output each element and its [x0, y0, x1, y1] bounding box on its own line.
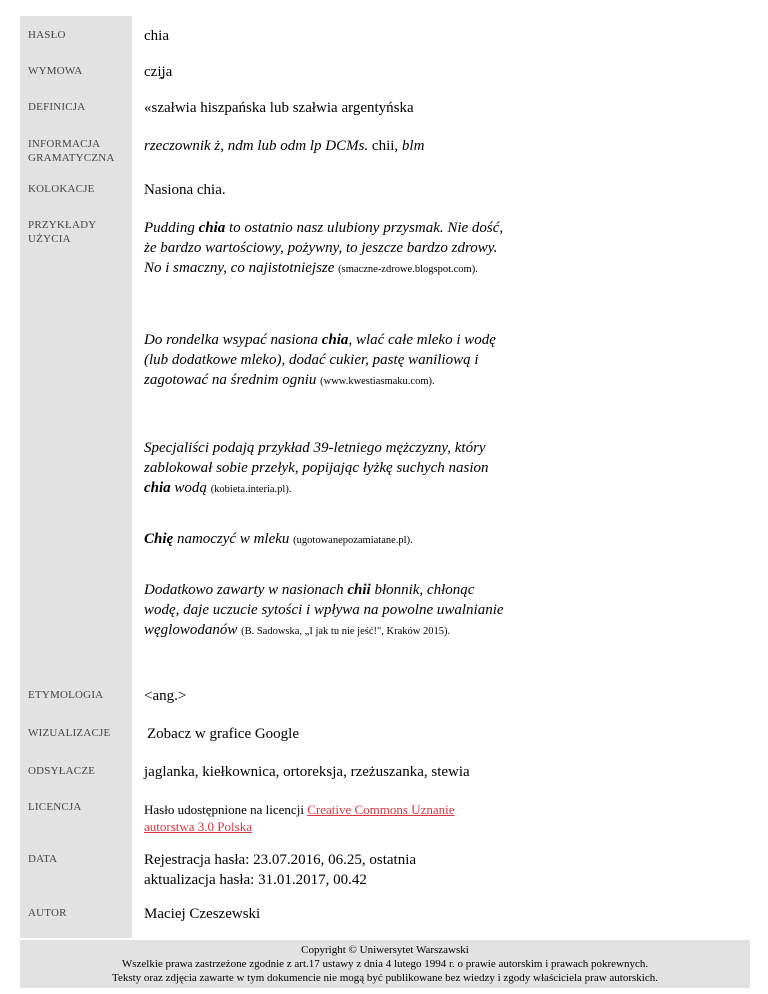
label-autor: AUTOR — [28, 907, 67, 919]
example-source: (smaczne-zdrowe.blogspot.com). — [338, 264, 478, 275]
headword-highlight: chii — [347, 582, 371, 598]
headword-highlight: chia — [198, 220, 226, 236]
grammar-info-forms: chii, — [368, 138, 402, 154]
google-images-link[interactable]: Zobacz w grafice Google — [147, 726, 300, 742]
label-odsylacze: ODSYŁACZE — [28, 765, 96, 777]
example-3: Specjaliści podają przykład 39-letniego mężczyzny, który zablokował sobie przełyk, popijając łyżkę suchych nasion chia wodą (kobieta.interia.pl). — [144, 440, 489, 496]
etymology: <ang.> — [144, 688, 187, 704]
label-etymologia: ETYMOLOGIA — [28, 689, 104, 701]
example-source: (B. Sadowska, „I jak tu nie jeść!", Kraków 2015). — [241, 626, 451, 637]
definition: «szałwia hiszpańska lub szałwia argentyńska — [144, 100, 414, 116]
footer-copyright: Copyright © Uniwersytet Warszawski — [301, 944, 469, 956]
label-definicja: DEFINICJA — [28, 101, 86, 113]
label-data: DATA — [28, 853, 58, 865]
example-source: (kobieta.interia.pl). — [210, 484, 292, 495]
label-przyklady: PRZYKŁADY UŻYCIA — [28, 219, 97, 245]
headword-highlight: Chię — [144, 531, 174, 547]
example-source: (www.kwestiasmaku.com). — [320, 376, 435, 387]
label-kolokacje: KOLOKACJE — [28, 183, 95, 195]
headword-highlight: chia — [144, 480, 171, 496]
copyright-footer — [20, 940, 750, 988]
example-5: Dodatkowo zawarty w nasionach chii błonnik, chłonąc wodę, daje uczucie sytości i wpływa na powolne uwalnianie węglowodanów (B. Sadowska, „I jak tu nie jeść!", Kraków 2015). — [144, 582, 504, 638]
label-informacja: INFORMACJA GRAMATYCZNA — [28, 138, 115, 164]
label-licencja: LICENCJA — [28, 801, 82, 813]
entry-dates: Rejestracja hasła: 23.07.2016, 06.25, ostatnia aktualizacja hasła: 31.01.2017, 00.42 — [144, 852, 417, 888]
license-text: Hasło udostępnione na licencji Creative Commons Uznanie autorstwa 3.0 Polska — [144, 802, 455, 834]
example-4: Chię namoczyć w mleku (ugotowanepozamiatane.pl). — [144, 531, 413, 547]
label-haslo: HASŁO — [28, 29, 66, 41]
grammar-info-italic: rzeczownik ż, ndm lub odm lp DCMs. — [144, 138, 369, 154]
headword: chia — [144, 28, 169, 44]
footer-rights: Wszelkie prawa zastrzeżone zgodnie z art.17 ustawy z dnia 4 lutego 1994 r. o prawie autorskim i prawach pokrewnych. — [121, 958, 649, 970]
label-wymowa: WYMOWA — [28, 65, 83, 77]
license-link[interactable]: Creative Commons Uznanie autorstwa 3.0 Polska — [144, 802, 455, 834]
pronunciation: czi̯ja — [144, 64, 173, 80]
grammar-info — [144, 136, 564, 156]
collocations: Nasiona chia. — [144, 182, 226, 198]
label-wizualizacje: WIZUALIZACJE — [28, 727, 111, 739]
cross-references: jaglanka, kiełkownica, ortoreksja, rzeżuszanka, stewia — [144, 764, 470, 780]
footer-notice: Teksty oraz zdjęcia zawarte w tym dokumencie nie mogą być publikowane bez wiedzy i zgody właściciela praw autorskich. — [112, 972, 658, 984]
headword-highlight: chia — [321, 332, 349, 348]
example-2: Do rondelka wsypać nasiona chia, wlać całe mleko i wodę (lub dodatkowe mleko), dodać cukier, pastę waniliową i zagotować na średnim ogniu (www.kwestiasmaku.com). — [144, 332, 496, 388]
author: Maciej Czeszewski — [144, 906, 261, 922]
grammar-info-italic2: blm — [401, 138, 425, 154]
example-source: (ugotowanepozamiatane.pl). — [293, 535, 413, 546]
example-1: Pudding chia to ostatnio nasz ulubiony przysmak. Nie dość, że bardzo wartościowy, pożywny, to jeszcze bardzo zdrowy. No i smaczny, co najistotniejsze (smaczne-zdrowe.blogspot.com). — [144, 220, 504, 276]
